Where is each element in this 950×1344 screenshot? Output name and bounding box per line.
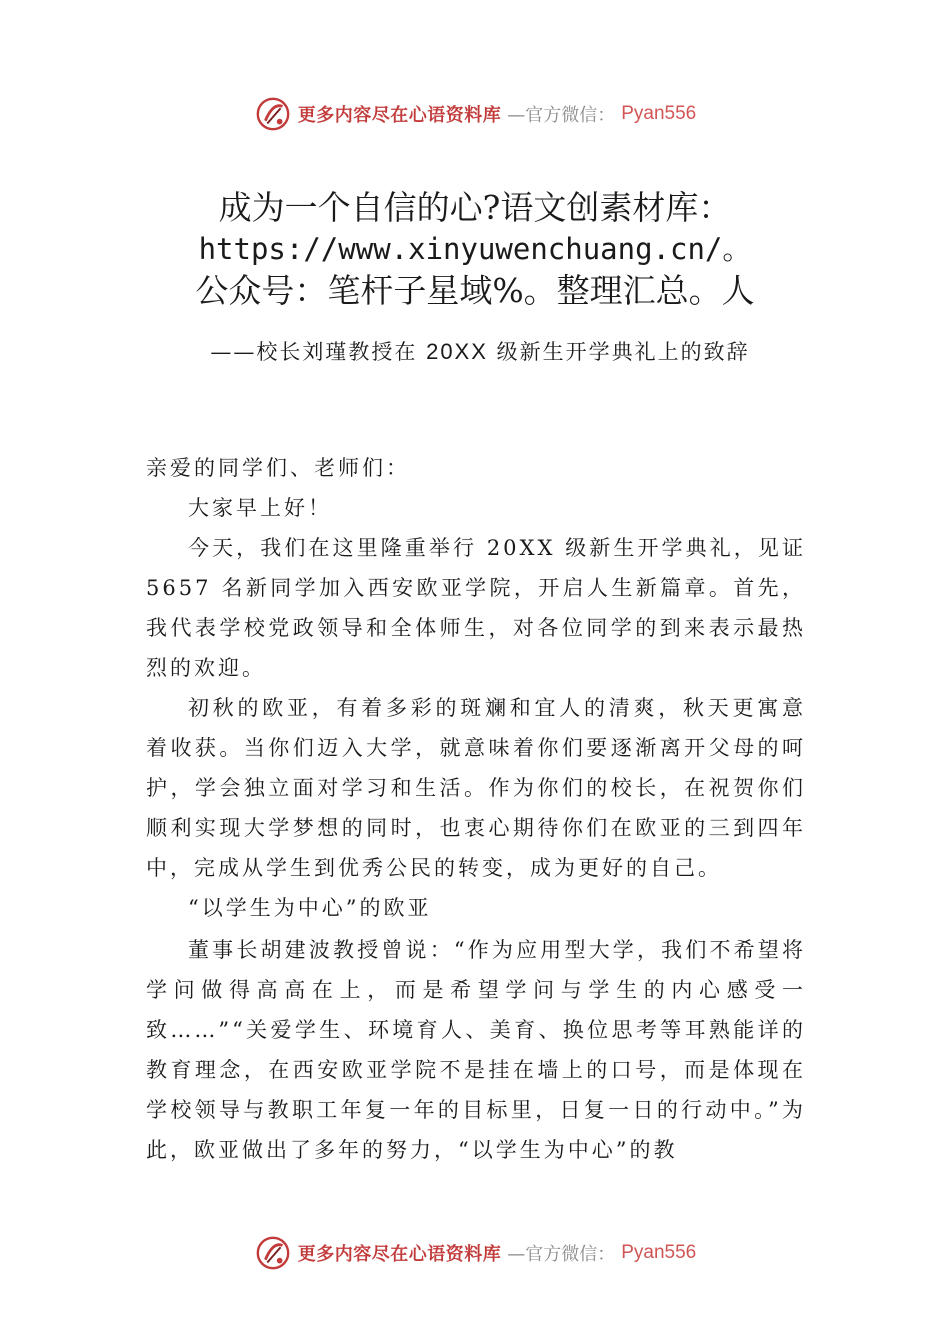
brand-text: 更多内容尽在心语资料库 bbox=[297, 105, 502, 126]
brand-logo-icon bbox=[254, 95, 292, 133]
document-title bbox=[0, 188, 950, 312]
wechat-id: Pyan556 bbox=[621, 103, 697, 124]
brand-text: 更多内容尽在心语资料库 bbox=[297, 1244, 502, 1265]
subtitle-year: 20XX bbox=[426, 339, 488, 364]
wechat-label: —官方微信： bbox=[507, 105, 616, 126]
title-line-3: 公众号：笔杆子星域%。整理汇总。人 bbox=[195, 271, 755, 310]
paragraph-3: 董事长胡建波教授曾说：“作为应用型大学，我们不希望将学问做得高高在上，而是希望学问与学生的内心感受一致……”“关爱学生、环境育人、美育、换位思考等耳熟能详的教育理念，在西安欧亚学院不是挂在墙上的口号，而是体现在学校领导与教职工年复一年的目标里，日复一日的行动中。”为此，欧亚做出了多年的努力，“以学生为中心”的教 bbox=[146, 938, 806, 1162]
subtitle-part-1: ——校长刘瑾教授在 bbox=[210, 340, 427, 364]
title-line-2: https://www.xinyuwenchuang.cn/。 bbox=[198, 232, 752, 266]
header-banner bbox=[0, 92, 950, 136]
wechat-id: Pyan556 bbox=[621, 1242, 697, 1263]
section-heading: “以学生为中心”的欧亚 bbox=[188, 896, 432, 920]
paragraph-2: 初秋的欧亚，有着多彩的斑斓和宜人的清爽，秋天更寓意着收获。当你们迈入大学，就意味着你们要逐渐离开父母的呵护，学会独立面对学习和生活。作为你们的校长，在祝贺你们顺利实现大学梦想的同时，也衷心期待你们在欧亚的三到四年中，完成从学生到优秀公民的转变，成为更好的自己。 bbox=[146, 696, 806, 880]
paragraph-1: 今天，我们在这里隆重举行 20XX 级新生开学典礼，见证 5657 名新同学加入西安欧亚学院，开启人生新篇章。首先，我代表学校党政领导和全体师生，对各位同学的到来表示最热烈的欢迎。 bbox=[146, 536, 806, 680]
document-body bbox=[146, 448, 806, 1170]
title-line-1: 成为一个自信的心?语文创素材库： bbox=[218, 188, 732, 227]
salutation: 亲爱的同学们、老师们： bbox=[146, 456, 410, 480]
wechat-label: —官方微信： bbox=[507, 1244, 616, 1265]
brand-logo-icon bbox=[254, 1234, 292, 1272]
footer-banner bbox=[0, 1231, 950, 1275]
greeting: 大家早上好！ bbox=[188, 496, 332, 520]
document-subtitle bbox=[180, 336, 780, 368]
subtitle-part-2: 级新生开学典礼上的致辞 bbox=[487, 340, 750, 364]
